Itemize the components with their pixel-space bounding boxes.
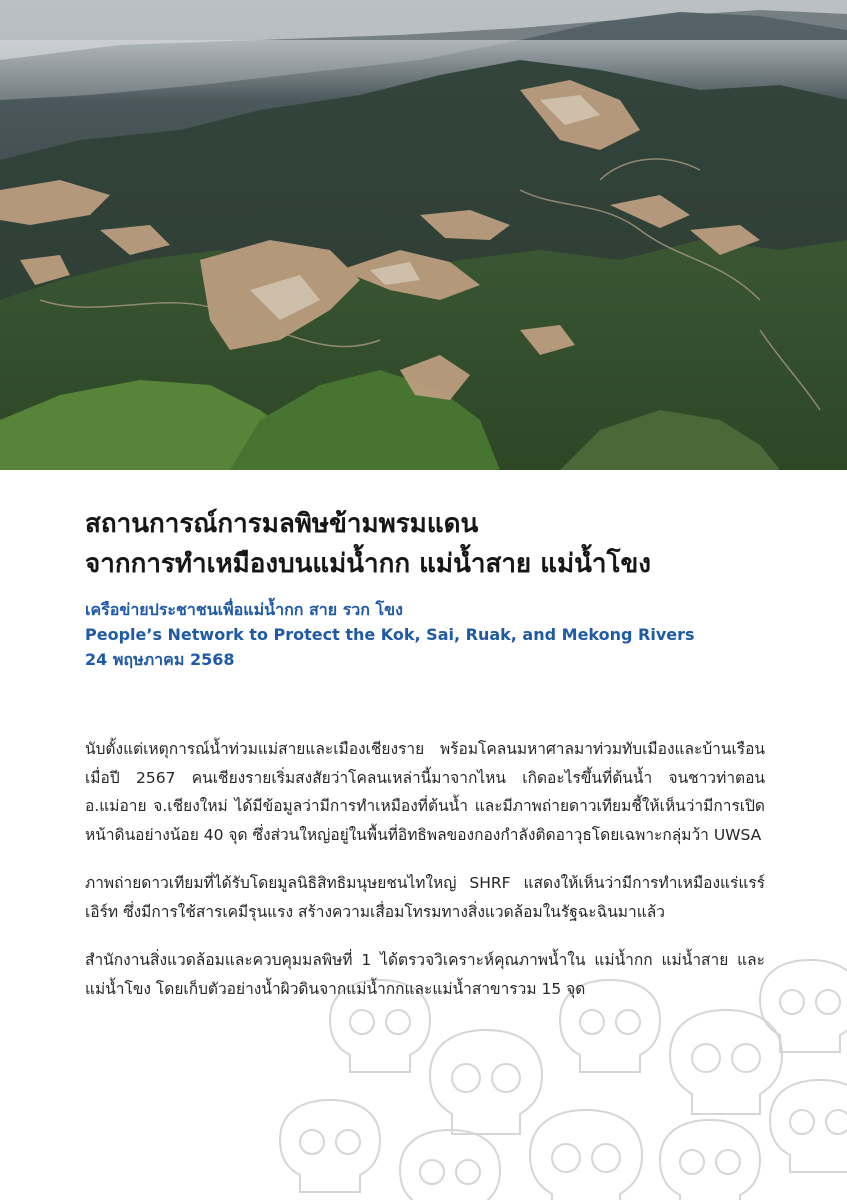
- page-title: [85, 504, 785, 584]
- paragraph-1: นับตั้งแต่เหตุการณ์น้ำท่วมแม่สายและเมืองเชียงราย พร้อมโคลนมหาศาลมาท่วมทับเมืองและบ้านเรือน เมื่อปี 2567 คนเชียงรายเริ่มสงสัยว่าโคลนเหล่านี้มาจากไหน เกิดอะไรขึ้นที่ต้นน้ำ จนชาวท่าตอน อ.แม่อาย จ.เชียงใหม่ ได้มีข้อมูลว่ามีการทำเหมืองที่ต้นน้ำ และมีภาพถ่ายดาวเทียมชี้ให้เห็นว่ามีการเปิดหน้าดินอย่างน้อย 40 จุด ซึ่งส่วนใหญ่อยู่ในพื้นที่อิทธิพลของกองกำลังติดอาวุธโดยเฉพาะกลุ่มว้า UWSA: [85, 740, 765, 844]
- title-line-2: จากการทำเหมืองบนแม่น้ำกก แม่น้ำสาย แม่น้ำโขง: [85, 549, 651, 579]
- title-line-1: สถานการณ์การมลพิษข้ามพรมแดน: [85, 509, 479, 539]
- publish-date: 24 พฤษภาคม 2568: [85, 650, 235, 669]
- aerial-mountain-mining-photo: [0, 0, 847, 470]
- organization-thai: เครือข่ายประชาชนเพื่อแม่น้ำกก สาย รวก โขง: [85, 600, 403, 619]
- paragraph-2: ภาพถ่ายดาวเทียมที่ได้รับโดยมูลนิธิสิทธิมนุษยชนไทใหญ่ SHRF แสดงให้เห็นว่ามีการทำเหมืองแร่แรร์เอิร์ท ซึ่งมีการใช้สารเคมีรุนแรง สร้างความเสื่อมโทรมทางสิ่งแวดล้อมในรัฐฉะฉินมาแล้ว: [85, 874, 765, 921]
- paragraph-3: สำนักงานสิ่งแวดล้อมและควบคุมมลพิษที่ 1 ได้ตรวจวิเคราะห์คุณภาพน้ำใน แม่น้ำกก แม่น้ำสาย และแม่น้ำโขง โดยเก็บตัวอย่างน้ำผิวดินจากแม่น้ำกกและแม่น้ำสาขารวม 15 จุด: [85, 951, 765, 998]
- hero-aerial-photo: [0, 0, 847, 470]
- organization-english: People’s Network to Protect the Kok, Sai, Ruak, and Mekong Rivers: [85, 625, 695, 644]
- author-block: [85, 597, 805, 672]
- article-body: [85, 735, 765, 1023]
